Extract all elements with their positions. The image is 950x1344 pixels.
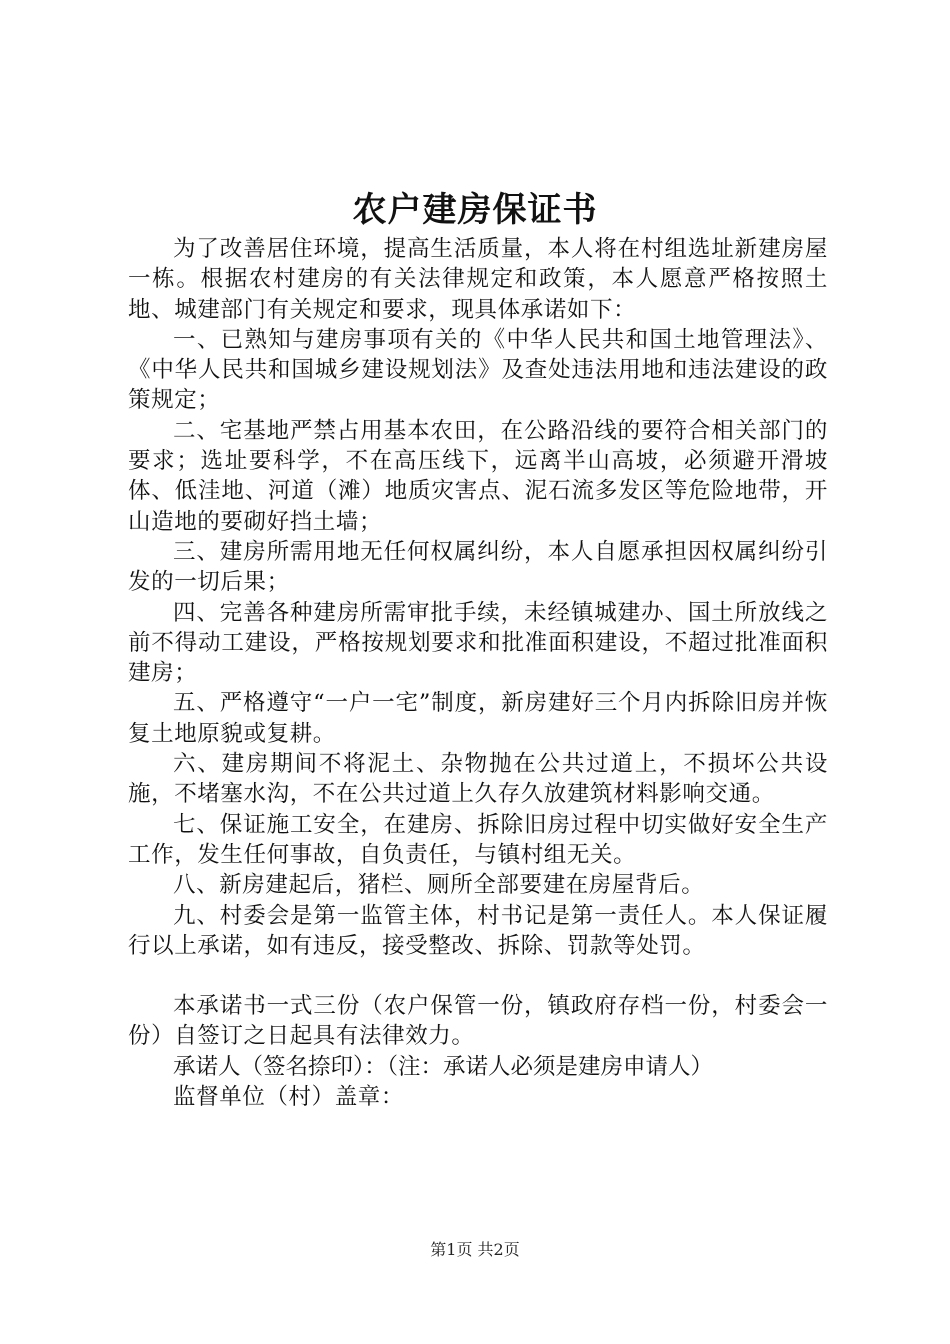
clause-2: 二、宅基地严禁占用基本农田，在公路沿线的要符合相关部门的要求；选址要科学，不在高压线下，远离半山高坡，必须避开滑坡体、低洼地、河道（滩）地质灾害点、泥石流多发区等危险地带，开山造地的要砌好挡土墙； xyxy=(128,417,828,535)
supervisor-seal-line: 监督单位（村）盖章： xyxy=(173,1084,405,1111)
signer-line: 承诺人（签名捺印）：（注：承诺人必须是建房申请人） xyxy=(173,1053,714,1080)
validity-paragraph: 本承诺书一式三份（农户保管一份，镇政府存档一份，村委会一份）自签订之日起具有法律效力。 xyxy=(128,993,828,1050)
clause-5: 五、严格遵守“一户一宅”制度，新房建好三个月内拆除旧房并恢复土地原貌或复耕。 xyxy=(128,690,828,747)
intro-paragraph: 为了改善居住环境，提高生活质量，本人将在村组选址新建房屋一栋。根据农村建房的有关法律规定和政策，本人愿意严格按照土地、城建部门有关规定和要求，现具体承诺如下： xyxy=(128,236,828,323)
page-number-footer: 第1页 共2页 xyxy=(430,1240,520,1259)
clause-8: 八、新房建起后，猪栏、厕所全部要建在房屋背后。 xyxy=(173,872,705,899)
document-title: 农户建房保证书 xyxy=(352,190,598,230)
clause-1: 一、已熟知与建房事项有关的《中华人民共和国土地管理法》、《中华人民共和国城乡建设规划法》及查处违法用地和违法建设的政策规定； xyxy=(128,326,828,414)
document-body xyxy=(128,234,828,1112)
clause-3: 三、建房所需用地无任何权属纠纷，本人自愿承担因权属纠纷引发的一切后果； xyxy=(128,538,828,596)
clause-7: 七、保证施工安全，在建房、拆除旧房过程中切实做好安全生产工作，发生任何事故，自负责任，与镇村组无关。 xyxy=(128,811,828,868)
clause-9: 九、村委会是第一监管主体，村书记是第一责任人。本人保证履行以上承诺，如有违反，接受整改、拆除、罚款等处罚。 xyxy=(128,902,828,959)
clause-4: 四、完善各种建房所需审批手续，未经镇城建办、国土所放线之前不得动工建设，严格按规划要求和批准面积建设，不超过批准面积建房； xyxy=(128,599,828,687)
clause-6: 六、建房期间不将泥土、杂物抛在公共过道上，不损坏公共设施，不堵塞水沟，不在公共过道上久存久放建筑材料影响交通。 xyxy=(128,751,828,808)
blank-line xyxy=(128,961,828,991)
